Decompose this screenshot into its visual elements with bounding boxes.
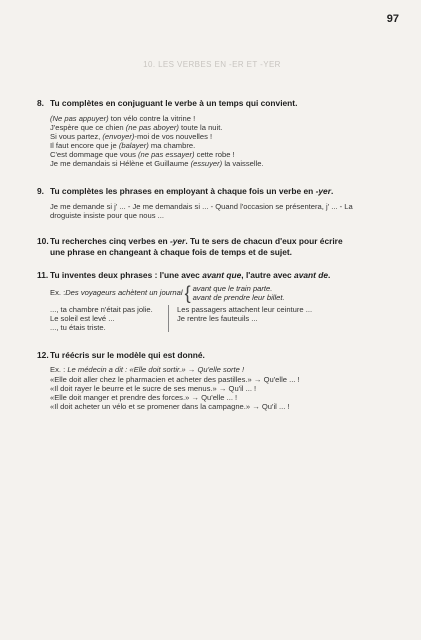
exercise-12-title — [37, 350, 382, 361]
exercise-12-example: Ex. : Le médecin a dit : «Elle doit sortir.» → Qu'elle sorte ! — [50, 364, 245, 374]
exercise-line: «Il doit acheter un vélo et se promener dans la campagne.» → Qu'il ... ! — [50, 401, 290, 411]
exercise-number: 11. — [37, 270, 49, 280]
exercise-instruction: Tu complètes en conjuguant le verbe à un temps qui convient. — [50, 98, 298, 108]
exercise-9 — [37, 186, 382, 220]
exercise-11-prompts — [50, 305, 382, 332]
exercise-instruction: Tu réécris sur le modèle qui est donné. — [50, 350, 205, 360]
exercise-line: «Il doit rayer le beurre et le sucre de ses menus.» → Qu'il ... ! — [50, 383, 257, 393]
exercise-line: (Ne pas appuyer) ton vélo contre la vitrine ! — [50, 113, 196, 123]
exercise-line: «Elle doit manger et prendre des forces.» → Qu'elle ... ! — [50, 392, 238, 402]
prompt-line: Le soleil est levé ... — [50, 313, 115, 323]
exercise-8 — [37, 98, 382, 168]
exercise-8-body — [50, 114, 382, 169]
prompt-line: Les passagers attachent leur ceinture ... — [177, 304, 313, 314]
exercise-instruction: Tu inventes deux phrases : l'une avec avant que, l'autre avec avant de. — [50, 270, 331, 280]
exercise-10 — [37, 236, 382, 257]
exercise-line: «Elle doit aller chez le pharmacien et acheter des pastilles.» → Qu'elle ... ! — [50, 374, 300, 384]
exercise-8-title — [37, 98, 382, 109]
exercise-number: 8. — [37, 98, 44, 108]
exercise-line: Il faut encore que je (balayer) ma chambre. — [50, 140, 196, 150]
prompts-left-column — [50, 305, 169, 332]
exercise-line: Je me demandais si Hélène et Guillaume (essuyer) la vaisselle. — [50, 158, 264, 168]
exercise-9-title — [37, 186, 382, 197]
example-option: avant que le train parte. — [192, 283, 273, 293]
exercise-10-title — [37, 236, 382, 257]
brace-icon: { — [184, 282, 191, 303]
exercise-line: C'est dommage que vous (ne pas essayer) cette robe ! — [50, 149, 235, 159]
exercise-11 — [37, 270, 382, 332]
exercise-line: J'espère que ce chien (ne pas aboyer) toute la nuit. — [50, 122, 223, 132]
prompt-line: ..., tu étais triste. — [50, 322, 106, 332]
prompts-right-column — [169, 305, 312, 332]
example-sentence: Des voyageurs achètent un journal — [65, 288, 183, 298]
exercise-11-example: Ex. : Des voyageurs achètent un journal { avant que le train parte. avant de prendre leur billet. — [50, 282, 285, 303]
exercise-number: 9. — [37, 186, 44, 196]
exercise-9-body: Je me demande si j' ... - Je me demandais si ... - Quand l'occasion se présentera, j' ... - La droguiste insiste pour que nous ... — [50, 201, 353, 220]
exercise-number: 10. — [37, 236, 49, 246]
exercise-instruction: Tu recherches cinq verbes en -yer. Tu te sers de chacun d'eux pour écrire une phrase en changeant à chaque fois de temps et de sujet. — [50, 236, 343, 257]
exercise-instruction: Tu complètes les phrases en employant à chaque fois un verbe en -yer. — [50, 186, 334, 196]
exercise-12 — [37, 350, 382, 411]
exercise-number: 12. — [37, 350, 49, 360]
example-option: avant de prendre leur billet. — [192, 292, 285, 302]
prompt-line: Je rentre les fauteuils ... — [177, 313, 258, 323]
exercise-11-title — [37, 270, 382, 281]
page-number: 97 — [386, 13, 399, 25]
exercise-12-lines — [37, 375, 382, 411]
faded-section-header: 10. LES VERBES EN -ER ET -YER — [143, 60, 281, 69]
prompt-line: ..., ta chambre n'était pas jolie. — [50, 304, 153, 314]
exercise-line: Si vous partez, (envoyer)-moi de vos nouvelles ! — [50, 131, 213, 141]
